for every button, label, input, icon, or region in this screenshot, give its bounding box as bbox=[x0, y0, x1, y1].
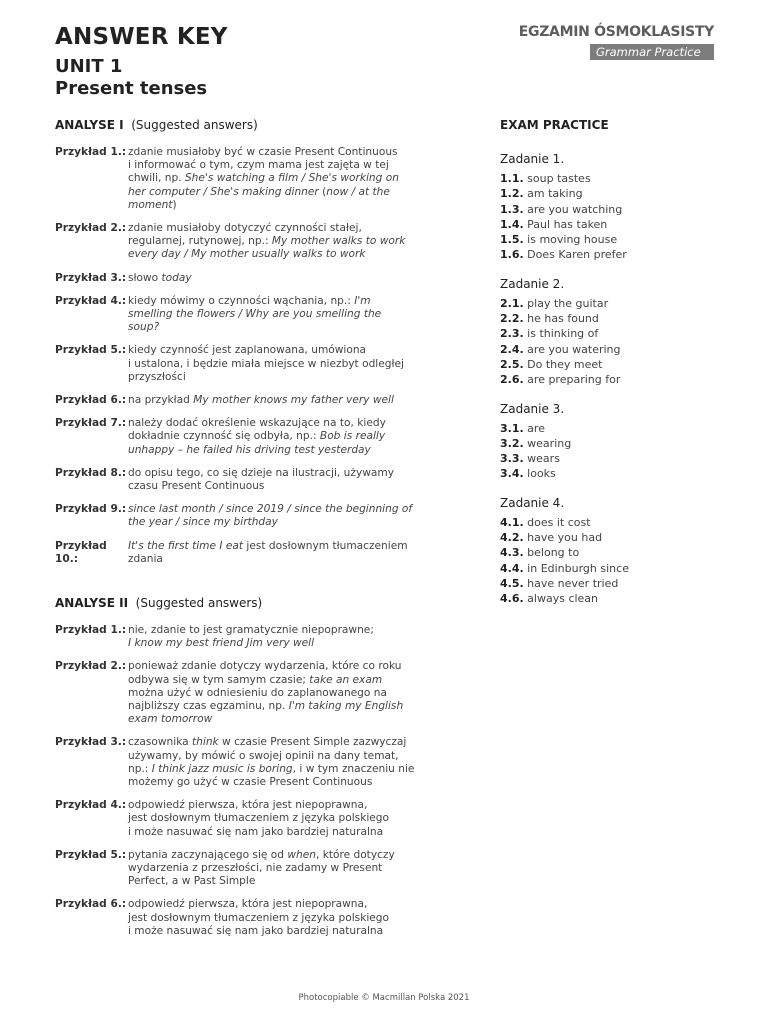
exam-answer bbox=[500, 232, 740, 247]
exam-answer-number: 2.5. bbox=[500, 357, 524, 371]
analyse1-entry-text: zdanie musiałoby dotyczyć czynności stałej, regularnej, rutynowej, np.: My mother walks to work every day / My mother usually walks to work bbox=[128, 222, 406, 261]
exam-answer-text: belong to bbox=[523, 546, 580, 560]
analyse1-entry-text: na przykład My mother knows my father very well bbox=[128, 394, 394, 407]
analyse2-entry-label: Przykład 1.: bbox=[55, 624, 127, 636]
exam-answer-text: wears bbox=[523, 452, 560, 466]
exam-answer-text: play the guitar bbox=[523, 296, 609, 310]
footer-copyright: Photocopiable © Macmillan Polska 2021 bbox=[298, 993, 470, 1003]
exam-answer bbox=[500, 342, 740, 357]
analyse1-entry-label: Przykład 3.: bbox=[55, 271, 127, 284]
exam-task-title: Zadanie 1. bbox=[500, 152, 565, 166]
exam-answer-number: 1.6. bbox=[500, 248, 524, 262]
exam-answer-number: 3.2. bbox=[500, 436, 524, 450]
exam-title: EGZAMIN ÓSMOKLASISTY bbox=[518, 24, 714, 40]
page-title: ANSWER KEY bbox=[55, 24, 228, 50]
analyse1-entry bbox=[55, 295, 415, 335]
exam-answer-number: 2.2. bbox=[500, 312, 524, 326]
exam-answer-number: 3.4. bbox=[500, 467, 524, 481]
exam-answer-text: have never tried bbox=[523, 576, 619, 590]
exam-answer bbox=[500, 576, 740, 591]
analyse1-heading bbox=[55, 118, 258, 132]
exam-task-title: Zadanie 2. bbox=[500, 276, 565, 291]
exam-answer-number: 4.2. bbox=[500, 531, 524, 545]
exam-answer-number: 1.1. bbox=[500, 172, 524, 185]
exam-answer bbox=[500, 545, 740, 560]
analyse1-entry-label: Przykład 4.: bbox=[55, 294, 127, 307]
analyse2-entry-text: odpowiedź pierwsza, która jest niepoprawna, jest dosłownym tłumaczeniem z języka polskiego i może nasuwać się nam jako bardziej naturalna bbox=[128, 799, 390, 838]
analyse1-entry bbox=[55, 272, 415, 285]
exam-practice-heading: EXAM PRACTICE bbox=[500, 118, 609, 132]
exam-answer-number: 4.5. bbox=[500, 576, 524, 590]
exam-answer bbox=[500, 372, 740, 387]
analyse1-entry-text: kiedy czynność jest zaplanowana, umówiona i ustalona, i będzie miała miejsce w niezbyt odległej przyszłości bbox=[128, 344, 404, 383]
exam-answer-text: Does Karen prefer bbox=[523, 248, 627, 262]
analyse1-entry-text: należy dodać określenie wskazujące na to, kiedy dokładnie czynność się odbyła, np.: Bob is really unhappy – he failed his driving test yesterday bbox=[128, 417, 386, 456]
exam-answer bbox=[500, 357, 740, 372]
analyse2-entry-label: Przykład 5.: bbox=[55, 848, 127, 861]
exam-answer-text: are bbox=[523, 421, 545, 435]
exam-answer-text: are you watching bbox=[523, 202, 623, 216]
analyse1-entry-text: do opisu tego, co się dzieje na ilustracji, używamy czasu Present Continuous bbox=[128, 466, 394, 493]
analyse1-entry-text: It's the first time I eat jest dosłownym tłumaczeniem zdania bbox=[128, 539, 408, 565]
analyse1-heading-bold: ANALYSE I bbox=[55, 118, 124, 132]
exam-task bbox=[500, 152, 740, 263]
analyse2-entry-label: Przykład 2.: bbox=[55, 660, 127, 673]
analyse1-entry-label: Przykład 10.: bbox=[55, 539, 107, 565]
exam-answer bbox=[500, 311, 740, 326]
exam-subtitle: Grammar Practice bbox=[590, 44, 714, 60]
analyse1-entry-text: zdanie musiałoby być w czasie Present Continuous i informować o tym, czym mama jest zajęta w tej chwili, np. She's watching a film / She's working on her computer / She's making dinner (now / at the moment) bbox=[128, 146, 399, 211]
analyse2-heading-note: (Suggested answers) bbox=[135, 596, 263, 610]
exam-answer bbox=[500, 202, 740, 217]
analyse1-entry bbox=[55, 540, 415, 566]
exam-badge bbox=[519, 24, 714, 60]
exam-answer-number: 2.3. bbox=[500, 327, 524, 341]
analyse1-entry bbox=[55, 344, 415, 384]
exam-answer-number: 3.3. bbox=[500, 452, 524, 466]
analyse2-entry bbox=[55, 898, 415, 938]
analyse2-entry-label: Przykład 6.: bbox=[55, 898, 127, 911]
exam-answer-text: he has found bbox=[523, 312, 599, 326]
exam-answer-text: always clean bbox=[523, 592, 599, 606]
analyse2-heading bbox=[55, 596, 262, 610]
exam-answer-number: 1.2. bbox=[500, 187, 524, 201]
exam-answer-number: 3.1. bbox=[500, 421, 524, 435]
exam-task-title: Zadanie 4. bbox=[500, 495, 565, 510]
exam-answer-text: looks bbox=[523, 467, 556, 481]
exam-answer-text: Paul has taken bbox=[523, 217, 608, 231]
analyse2-list bbox=[55, 624, 415, 948]
exam-practice-column bbox=[500, 118, 740, 621]
analyse2-entry-text: ponieważ zdanie dotyczy wydarzenia, które co roku odbywa się w tym samym czasie; take an exam można użyć w odniesieniu do zaplanowanego na najbliższy czas egzaminu, np. I'm taking my English exam tomorrow bbox=[128, 660, 404, 726]
exam-answer-text: soup tastes bbox=[523, 172, 591, 185]
exam-answer bbox=[500, 217, 740, 232]
exam-answer-text: wearing bbox=[523, 436, 572, 450]
analyse2-entry bbox=[55, 849, 415, 889]
page-subtitle: Present tenses bbox=[55, 78, 208, 99]
exam-answer bbox=[500, 421, 740, 436]
analyse2-entry-text: czasownika think w czasie Present Simple zazwyczaj używamy, by mówić o swojej opinii na dany temat, np.: I think jazz music is boring, i w tym znaczeniu nie możemy go użyć w czasie Present Continuous bbox=[128, 736, 415, 789]
analyse1-entry-label: Przykład 7.: bbox=[55, 417, 127, 430]
exam-answer-text: are preparing for bbox=[523, 373, 621, 387]
exam-answer-text: does it cost bbox=[523, 515, 591, 529]
analyse1-entry bbox=[55, 394, 415, 407]
analyse1-entry-label: Przykład 5.: bbox=[55, 344, 127, 357]
exam-answer-number: 4.3. bbox=[500, 546, 524, 560]
exam-task bbox=[500, 277, 740, 388]
analyse2-entry bbox=[55, 660, 415, 726]
exam-answer-text: are you watering bbox=[523, 342, 621, 356]
analyse1-entry bbox=[55, 503, 415, 529]
analyse1-entry bbox=[55, 222, 415, 262]
analyse2-entry-label: Przykład 4.: bbox=[55, 799, 127, 812]
analyse1-entry bbox=[55, 467, 415, 493]
analyse1-entry-label: Przykład 9.: bbox=[55, 503, 127, 516]
analyse1-entry-text: słowo today bbox=[128, 271, 192, 284]
analyse2-entry-text: odpowiedź pierwsza, która jest niepoprawna, jest dosłownym tłumaczeniem z języka polskiego i może nasuwać się nam jako bardziej naturalna bbox=[128, 898, 390, 937]
analyse1-entry-text: kiedy mówimy o czynności wąchania, np.: I'm smelling the flowers / Why are you smelling the soup? bbox=[128, 294, 382, 334]
analyse2-entry-text: pytania zaczynającego się od when, które dotyczy wydarzenia z przeszłości, nie zadamy w Present Perfect, a w Past Simple bbox=[128, 848, 395, 888]
exam-answer bbox=[500, 591, 740, 606]
exam-answer-number: 1.4. bbox=[500, 217, 524, 231]
analyse2-entry-label: Przykład 3.: bbox=[55, 736, 127, 749]
exam-task bbox=[500, 402, 740, 482]
exam-answer bbox=[500, 326, 740, 341]
exam-answer-text: is thinking of bbox=[523, 327, 599, 341]
analyse2-entry-text: nie, zdanie to jest gramatycznie niepoprawne; I know my best friend Jim very well bbox=[128, 624, 374, 650]
exam-answer bbox=[500, 247, 740, 262]
exam-answer-text: am taking bbox=[523, 187, 583, 201]
exam-answer-number: 1.3. bbox=[500, 202, 524, 216]
exam-answer bbox=[500, 515, 740, 530]
analyse1-entry-label: Przykład 1.: bbox=[55, 146, 127, 158]
exam-answer-text: have you had bbox=[523, 531, 603, 545]
analyse1-entry-label: Przykład 8.: bbox=[55, 466, 127, 479]
analyse2-entry bbox=[55, 624, 415, 650]
analyse1-entry-label: Przykład 6.: bbox=[55, 394, 127, 407]
exam-answer bbox=[500, 436, 740, 451]
exam-answer bbox=[500, 530, 740, 545]
exam-answer bbox=[500, 186, 740, 201]
exam-answer-number: 4.4. bbox=[500, 561, 524, 575]
exam-answer-number: 2.6. bbox=[500, 373, 524, 387]
exam-task-title: Zadanie 3. bbox=[500, 401, 565, 416]
analyse2-entry bbox=[55, 736, 415, 789]
exam-answer-text: in Edinburgh since bbox=[523, 561, 629, 575]
exam-answer bbox=[500, 171, 740, 186]
analyse1-heading-note: (Suggested answers) bbox=[131, 118, 258, 132]
analyse1-entry bbox=[55, 417, 415, 457]
analyse2-heading-bold: ANALYSE II bbox=[55, 596, 129, 610]
unit-label: UNIT 1 bbox=[55, 56, 123, 77]
exam-answer-text: is moving house bbox=[523, 233, 618, 247]
exam-practice-tasks bbox=[500, 152, 740, 607]
exam-answer bbox=[500, 451, 740, 466]
exam-answer bbox=[500, 296, 740, 311]
exam-task bbox=[500, 496, 740, 607]
exam-answer-number: 4.6. bbox=[500, 592, 524, 606]
analyse1-list bbox=[55, 146, 415, 576]
analyse2-entry bbox=[55, 799, 415, 839]
exam-answer-number: 4.1. bbox=[500, 515, 524, 529]
exam-answer-number: 1.5. bbox=[500, 233, 524, 247]
exam-answer-number: 2.4. bbox=[500, 342, 524, 356]
exam-answer-text: Do they meet bbox=[523, 357, 603, 371]
exam-answer bbox=[500, 466, 740, 481]
analyse1-entry-label: Przykład 2.: bbox=[55, 222, 127, 235]
analyse1-entry bbox=[55, 146, 415, 212]
analyse1-entry-text: since last month / since 2019 / since the beginning of the year / since my birthday bbox=[128, 503, 413, 529]
exam-answer-number: 2.1. bbox=[500, 296, 524, 310]
exam-answer bbox=[500, 561, 740, 576]
